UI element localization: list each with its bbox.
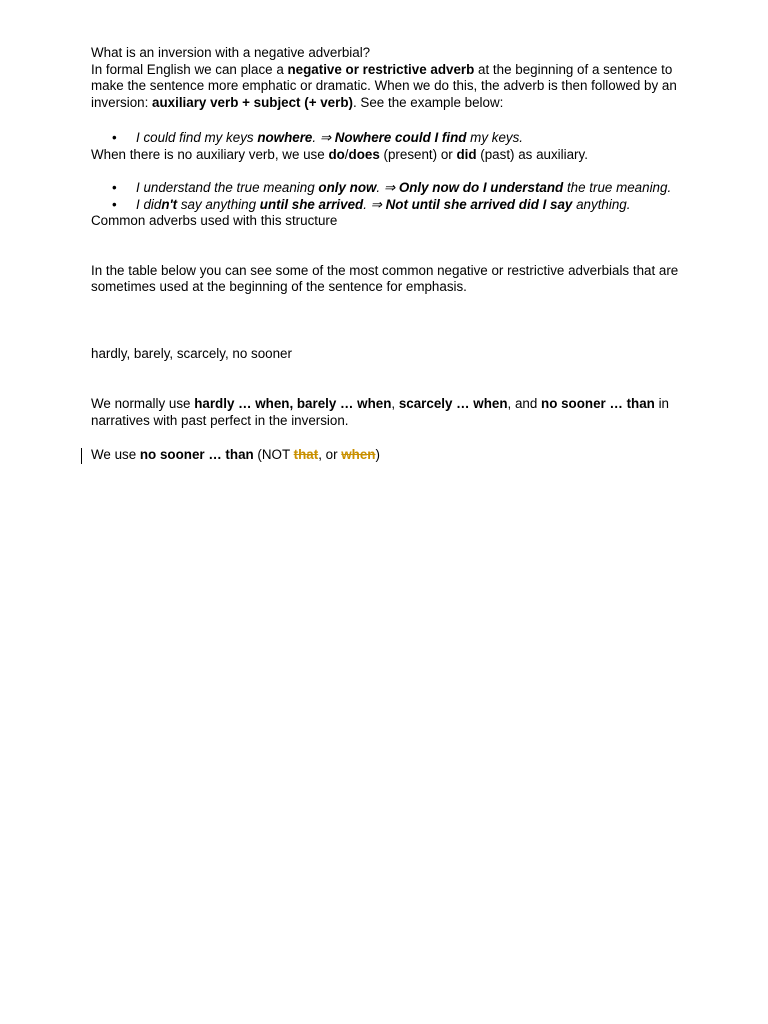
ex2-text-3: the true meaning. <box>563 180 672 195</box>
nosooner-text-1: We use <box>91 447 140 462</box>
nosooner-text-4: ) <box>375 447 380 462</box>
usage-text-4: in narratives with past perfect in the inversion. <box>91 396 670 428</box>
usage-text-1: We normally use <box>91 396 195 411</box>
struck-word-when: when <box>341 447 376 462</box>
aux-bold-do: do <box>328 146 345 162</box>
example-list-1 <box>91 130 691 147</box>
intro-question: What is an inversion with a negative adverbial? <box>91 45 371 60</box>
no-sooner-paragraph <box>91 447 691 464</box>
document-page <box>91 45 691 464</box>
adverbs-list: hardly, barely, scarcely, no sooner <box>91 345 292 361</box>
list-item <box>91 130 691 147</box>
ex2-bold-1: only now <box>318 180 377 195</box>
ex1-bold-1: nowhere <box>257 130 313 145</box>
bullet-icon: • <box>112 180 117 195</box>
nosooner-bold: no sooner … than <box>139 447 254 462</box>
ex3-text-1: I did <box>136 196 162 212</box>
ex2-bold-2: Only now do I understand <box>398 180 564 195</box>
usage-paragraph <box>91 396 691 429</box>
example-list-2 <box>91 180 691 213</box>
ex3-text-4: anything. <box>572 196 631 212</box>
text-cursor <box>81 448 82 464</box>
intro-block <box>91 45 691 111</box>
intro-bold-inversion: auxiliary verb + subject (+ verb) <box>152 94 353 110</box>
nosooner-text-3: , or <box>318 447 342 462</box>
ex2-text-1: I understand the true meaning <box>136 180 319 195</box>
ex3-text-2: say anything <box>177 196 260 212</box>
auxiliary-paragraph <box>91 147 691 164</box>
list-item <box>91 180 691 197</box>
aux-slash: / <box>344 146 349 162</box>
ex3-bold-2: Not until she arrived did I say <box>385 196 573 212</box>
aux-text-2: (present) or <box>379 146 457 162</box>
intro-paragraph <box>91 62 691 112</box>
usage-text-3: , and <box>507 396 542 411</box>
ex3-bold-1: until she arrived <box>259 196 364 212</box>
aux-text-1: When there is no auxiliary verb, we use <box>91 146 329 162</box>
ex1-bold-2: Nowhere could I find <box>334 130 467 145</box>
table-intro-paragraph: In the table below you can see some of the most common negative or restrictive adverbials that are sometimes used at the beginning of the sentence for emphasis. <box>91 262 679 294</box>
common-adverbs-heading: Common adverbs used with this structure <box>91 213 338 228</box>
bullet-icon: • <box>112 130 117 145</box>
ex2-text-2: . ⇒ <box>376 180 399 195</box>
struck-word-that: that <box>293 447 319 462</box>
ex3-bold-nt: n't <box>161 196 178 212</box>
usage-text-2: , <box>391 396 399 411</box>
list-item <box>91 197 691 214</box>
usage-bold-3: no sooner … than <box>541 396 655 411</box>
nosooner-text-2: (NOT <box>253 447 294 462</box>
bullet-icon: • <box>112 196 117 212</box>
aux-bold-did: did <box>456 146 477 162</box>
ex1-text-3: my keys. <box>466 130 523 145</box>
aux-text-3: (past) as auxiliary. <box>476 146 588 162</box>
ex3-text-3: . ⇒ <box>363 196 386 212</box>
ex1-text-2: . ⇒ <box>312 130 335 145</box>
usage-bold-2: scarcely … when <box>398 396 508 411</box>
intro-bold-adverb: negative or restrictive adverb <box>287 61 475 77</box>
intro-text-2: at the beginning of a sentence to make the sentence more emphatic or dramatic. When we do this, the adverb is then followed by an inversion: <box>91 61 677 110</box>
intro-text-1: In formal English we can place a <box>91 61 288 77</box>
usage-bold-1: hardly … when, barely … when <box>194 396 392 411</box>
intro-text-3: . See the example below: <box>352 94 504 110</box>
ex1-text-1: I could find my keys <box>136 130 258 145</box>
aux-bold-does: does <box>348 146 380 162</box>
